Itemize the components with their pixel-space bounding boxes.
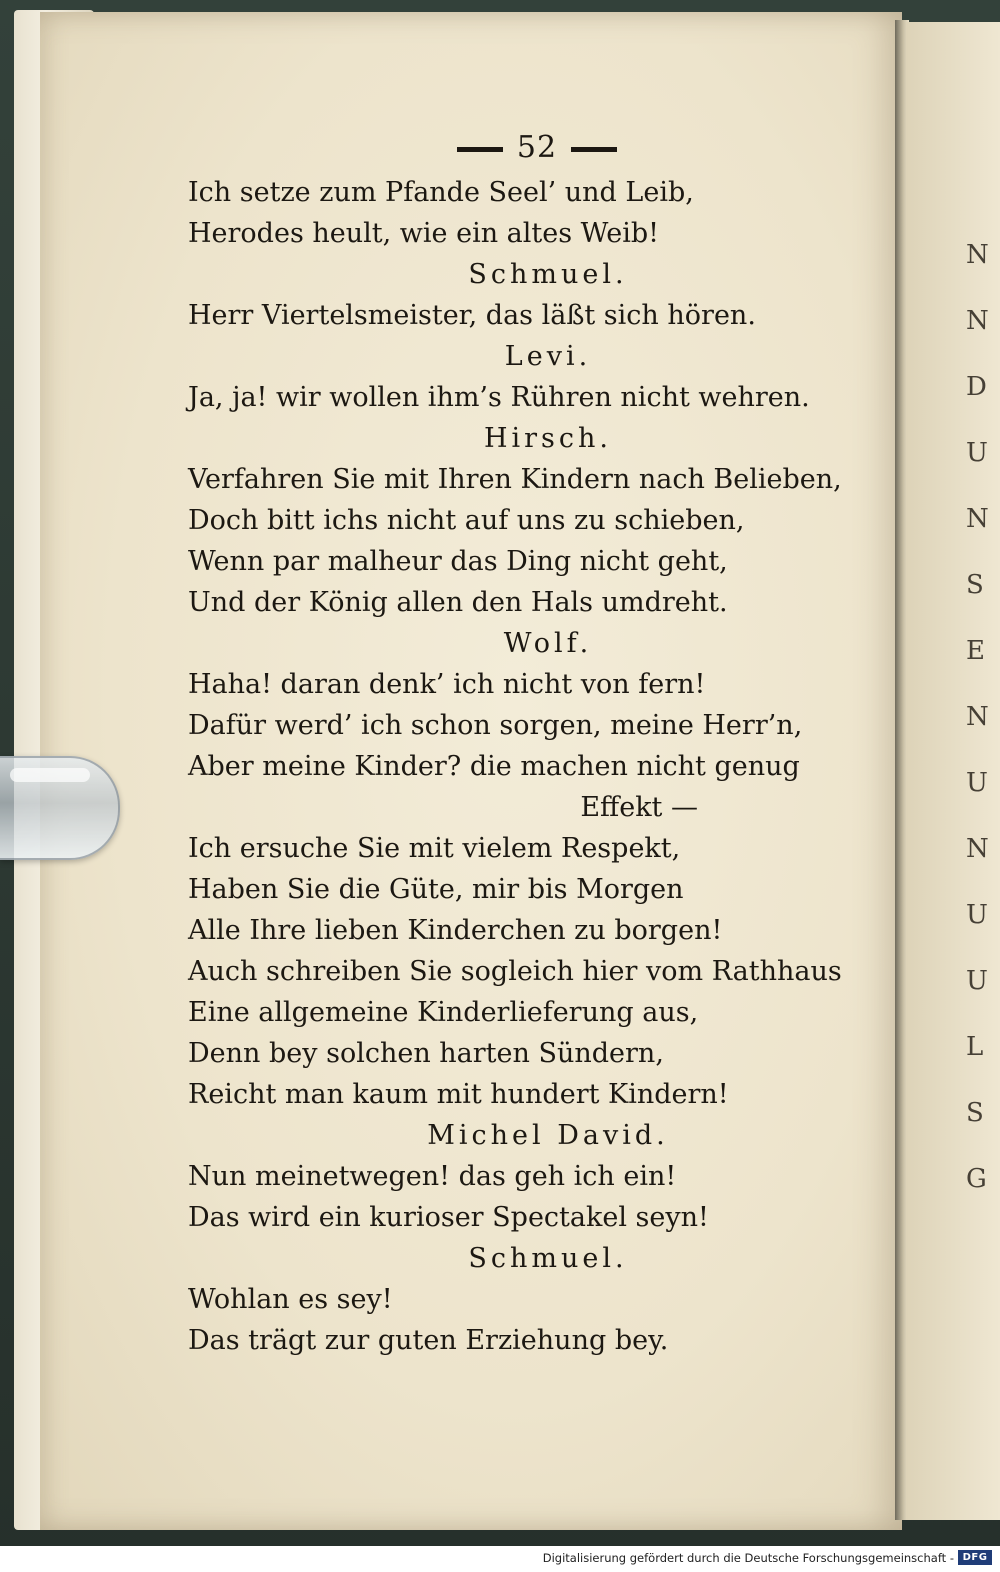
speaker-name: Hirsch. (483, 423, 613, 454)
facing-page (906, 22, 1000, 1520)
verse-line: Wohlan es sey! (188, 1284, 393, 1315)
facing-page-glyph: S (966, 1098, 984, 1128)
speaker-name: Levi. (504, 341, 592, 372)
facing-page-glyph: N (966, 306, 989, 336)
header-rule-right (571, 147, 617, 152)
facing-page-glyph: N (966, 834, 989, 864)
verse-line: Doch bitt ichs nicht auf uns zu schieben, (188, 505, 745, 536)
footer-credit: Digitalisierung gefördert durch die Deutsche Forschungsgemeinschaft - (542, 1551, 954, 1565)
verse-line: Alle Ihre lieben Kinderchen zu borgen! (188, 915, 723, 946)
speaker-name: Schmuel. (468, 1243, 628, 1274)
page-clip (0, 756, 120, 860)
verse-line: Ich setze zum Pfande Seel’ und Leib, (188, 177, 694, 208)
facing-page-glyph: U (966, 438, 988, 468)
verse-line: Nun meinetwegen! das geh ich ein! (188, 1161, 677, 1192)
verse-line: Ich ersuche Sie mit vielem Respekt, (188, 833, 681, 864)
facing-page-glyph: U (966, 768, 988, 798)
verse-line: Das trägt zur guten Erziehung bey. (188, 1325, 669, 1356)
facing-page-glyph: S (966, 570, 984, 600)
verse-line: Verfahren Sie mit Ihren Kindern nach Belieben, (188, 464, 842, 495)
speaker-name: Schmuel. (468, 259, 628, 290)
page-text (188, 124, 848, 1361)
header-rule-left (457, 147, 503, 152)
verse-line: Haha! daran denk’ ich nicht von fern! (188, 669, 706, 700)
verse-line: Ja, ja! wir wollen ihm’s Rühren nicht wehren. (188, 382, 810, 413)
facing-page-glyph: U (966, 900, 988, 930)
verse-lines (188, 172, 848, 1361)
verse-line: Wenn par malheur das Ding nicht geht, (188, 546, 728, 577)
facing-page-glyph: U (966, 966, 988, 996)
facing-page-glyph: N (966, 504, 989, 534)
page-header (226, 124, 848, 172)
facing-page-glyph: L (966, 1032, 984, 1062)
verse-line: Und der König allen den Hals umdreht. (188, 587, 728, 618)
facing-page-glyph: G (966, 1164, 987, 1194)
facing-page-glyph: D (966, 372, 987, 402)
verse-line: Denn bey solchen harten Sündern, (188, 1038, 664, 1069)
speaker-name: Wolf. (503, 628, 593, 659)
speaker-name: Michel David. (427, 1120, 669, 1151)
facing-page-glyph: N (966, 702, 989, 732)
page-number: 52 (516, 130, 558, 165)
verse-line: Herr Viertelsmeister, das läßt sich hören. (188, 300, 756, 331)
verse-line: Das wird ein kurioser Spectakel seyn! (188, 1202, 709, 1233)
clip-shine (10, 768, 90, 782)
facing-page-glyph: N (966, 240, 989, 270)
verse-continuation: Effekt — (580, 792, 698, 823)
verse-line: Dafür werd’ ich schon sorgen, meine Herr’n, (188, 710, 803, 741)
dfg-logo: DFG (958, 1550, 992, 1565)
verse-line: Eine allgemeine Kinderlieferung aus, (188, 997, 699, 1028)
verse-line: Reicht man kaum mit hundert Kindern! (188, 1079, 729, 1110)
facing-page-fragments (966, 222, 1000, 1212)
verse-line: Aber meine Kinder? die machen nicht genug (188, 751, 800, 782)
verse-line: Haben Sie die Güte, mir bis Morgen (188, 874, 684, 905)
facing-page-glyph: E (966, 636, 985, 666)
verse-line: Auch schreiben Sie sogleich hier vom Rathhaus (188, 956, 842, 987)
verse-line: Herodes heult, wie ein altes Weib! (188, 218, 659, 249)
